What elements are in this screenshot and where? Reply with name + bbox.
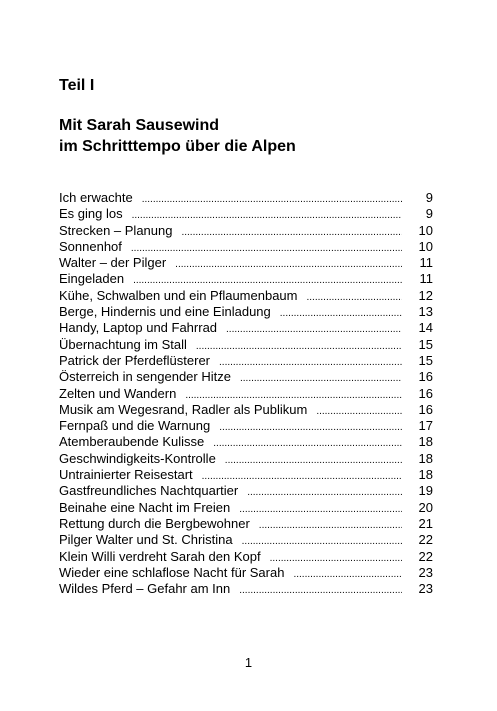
toc-dot-leader (219, 420, 402, 436)
toc-entry-title: Österreich in sengender Hitze (59, 369, 231, 385)
toc-entry-page: 14 (418, 320, 433, 336)
toc-entry-title: Fernpaß und die Warnung (59, 418, 211, 434)
toc-entry-page: 12 (418, 287, 433, 303)
toc-entry-title: Ich erwachte (59, 190, 133, 205)
toc-dot-leader (280, 306, 402, 322)
toc-entry (59, 386, 433, 402)
toc-entry (59, 255, 433, 271)
toc-entry (59, 223, 433, 239)
toc-entry-title: Es ging los (59, 206, 123, 222)
table-of-contents (59, 190, 433, 597)
toc-entry (59, 402, 433, 418)
toc-dot-leader (270, 551, 402, 567)
toc-dot-leader (316, 404, 402, 420)
toc-entry-page: 11 (419, 255, 433, 271)
toc-dot-leader (131, 241, 402, 257)
toc-entry-page: 21 (418, 515, 433, 531)
toc-entry-page: 9 (425, 190, 433, 205)
toc-entry-page: 22 (418, 548, 433, 564)
toc-dot-leader (247, 485, 402, 501)
toc-entry-page: 13 (418, 304, 433, 320)
toc-dot-leader (213, 436, 402, 452)
toc-entry-title: Untrainierter Reisestart (59, 467, 193, 483)
toc-entry-title: Geschwindigkeits-Kontrolle (59, 450, 216, 466)
toc-entry (59, 369, 433, 385)
toc-dot-leader (259, 518, 402, 534)
toc-entry (59, 565, 433, 581)
toc-entry-page: 16 (418, 385, 433, 401)
toc-entry-page: 20 (418, 499, 433, 515)
toc-entry-page: 16 (418, 401, 433, 417)
toc-entry-title: Patrick der Pferdeflüsterer (59, 352, 211, 368)
toc-entry (59, 239, 433, 255)
toc-entry (59, 467, 433, 483)
toc-entry-title: Atemberaubende Kulisse (59, 434, 205, 450)
toc-entry (59, 320, 433, 336)
toc-entry (59, 271, 433, 287)
toc-entry (59, 337, 433, 353)
page-number: 1 (244, 655, 253, 670)
toc-entry-title: Berge, Hindernis und eine Einladung (59, 304, 271, 320)
toc-dot-leader (142, 192, 402, 208)
toc-dot-leader (242, 534, 402, 550)
toc-entry (59, 549, 433, 565)
part-heading: Teil I (59, 77, 95, 94)
toc-entry-page: 16 (418, 369, 433, 385)
toc-entry (59, 451, 433, 467)
toc-dot-leader (307, 290, 403, 306)
toc-dot-leader (225, 453, 402, 469)
book-title-line-1: Mit Sarah Sausewind (59, 117, 220, 134)
toc-dot-leader (240, 371, 402, 387)
toc-entry (59, 500, 433, 516)
toc-entry-title: Rettung durch die Bergbewohner (59, 515, 250, 531)
toc-entry-page: 10 (418, 238, 433, 254)
book-title (59, 115, 296, 157)
toc-entry (59, 483, 433, 499)
toc-entry-title: Musik am Wegesrand, Radler als Publikum (59, 401, 308, 417)
toc-entry-page: 22 (418, 532, 433, 548)
toc-entry-page: 9 (425, 206, 433, 222)
toc-entry-title: Kühe, Schwalben und ein Pflaumenbaum (59, 287, 298, 303)
toc-entry (59, 206, 433, 222)
toc-entry-page: 18 (418, 467, 433, 483)
toc-entry-title: Strecken – Planung (59, 222, 173, 238)
toc-entry-page: 17 (418, 418, 433, 434)
toc-dot-leader (181, 225, 402, 241)
toc-dot-leader (219, 355, 402, 371)
toc-dot-leader (226, 322, 402, 338)
toc-entry-page: 10 (418, 222, 433, 238)
toc-entry-title: Gastfreundliches Nachtquartier (59, 483, 239, 499)
book-title-line-2: im Schritttempo über die Alpen (59, 138, 296, 155)
toc-entry (59, 288, 433, 304)
toc-entry (59, 353, 433, 369)
toc-entry-title: Eingeladen (59, 271, 125, 287)
toc-entry-page: 15 (418, 352, 433, 368)
toc-entry-title: Wieder eine schlaflose Nacht für Sarah (59, 564, 285, 580)
toc-entry-page: 23 (418, 581, 433, 597)
toc-entry-page: 19 (418, 483, 433, 499)
toc-entry (59, 434, 433, 450)
toc-entry-page: 23 (418, 564, 433, 580)
toc-entry-page: 18 (418, 450, 433, 466)
toc-entry (59, 190, 433, 206)
toc-dot-leader (196, 339, 402, 355)
toc-entry-title: Handy, Laptop und Fahrrad (59, 320, 218, 336)
toc-entry (59, 581, 433, 597)
toc-entry (59, 532, 433, 548)
toc-entry-title: Übernachtung im Stall (59, 336, 187, 352)
toc-entry-title: Sonnenhof (59, 238, 122, 254)
toc-entry-page: 18 (418, 434, 433, 450)
toc-entry (59, 304, 433, 320)
toc-entry-title: Pilger Walter und St. Christina (59, 532, 233, 548)
toc-entry-title: Wildes Pferd – Gefahr am Inn (59, 581, 231, 597)
toc-entry-title: Zelten und Wandern (59, 385, 177, 401)
toc-dot-leader (175, 257, 402, 273)
toc-dot-leader (239, 583, 402, 599)
toc-entry (59, 418, 433, 434)
toc-entry (59, 516, 433, 532)
toc-dot-leader (293, 567, 402, 583)
toc-entry-title: Beinahe eine Nacht im Freien (59, 499, 231, 515)
toc-entry-page: 11 (419, 271, 433, 287)
toc-entry-page: 15 (418, 336, 433, 352)
toc-entry-title: Klein Willi verdreht Sarah den Kopf (59, 548, 261, 564)
toc-dot-leader (239, 502, 402, 518)
toc-entry-title: Walter – der Pilger (59, 255, 167, 271)
